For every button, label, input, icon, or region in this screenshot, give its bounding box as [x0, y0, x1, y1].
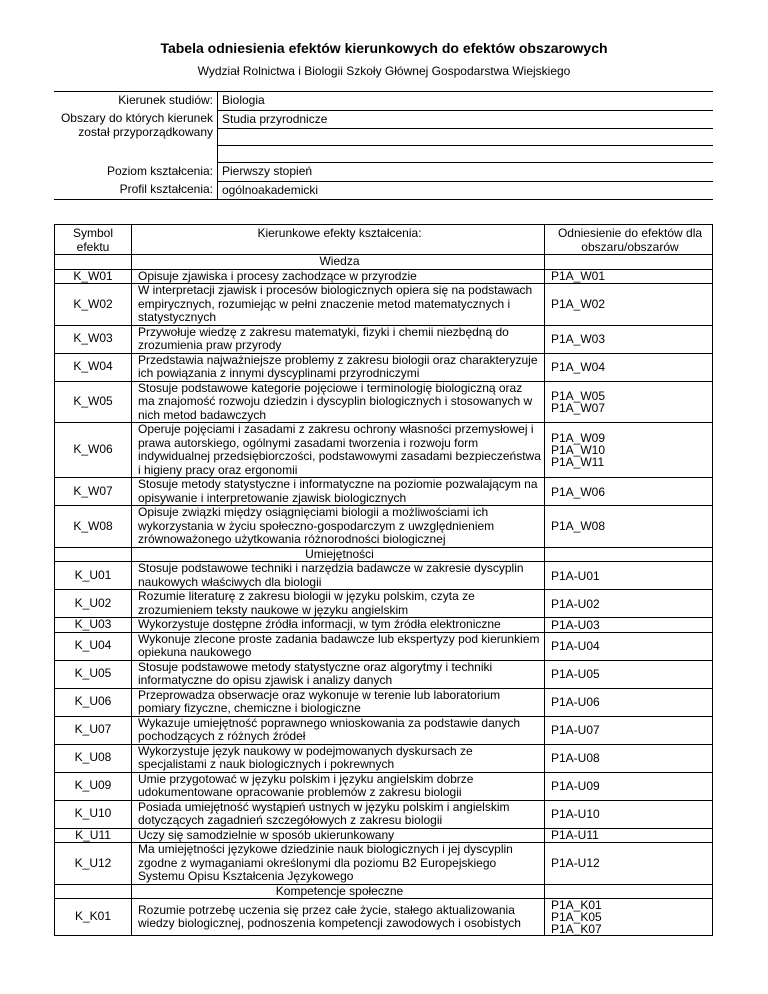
reference-code: P1A-U04: [551, 639, 600, 653]
effect-row: [55, 325, 713, 353]
effect-description: Przywołuje wiedzę z zakresu matematyki, fizyki i chemii niezbędną do zrozumienia praw przyrody: [132, 325, 545, 353]
reference-code: P1A_W03: [551, 332, 606, 346]
reference-code: P1A_W07: [551, 400, 606, 415]
effect-description: Rozumie potrzebę uczenia się przez całe życie, stałego aktualizowania wiedzy biologicznej, podnoszenia kompetencji zawodowych i osobistych: [132, 899, 545, 936]
reference-code: P1A_W06: [551, 484, 606, 499]
effect-row: [55, 772, 713, 800]
header-symbol: Symbol efektu: [55, 225, 132, 255]
reference-code: P1A-U12: [551, 856, 600, 871]
reference-code: P1A_K07: [551, 922, 602, 936]
effect-row: [55, 744, 713, 772]
effect-symbol: K_U05: [55, 660, 132, 688]
effect-symbol: K_W04: [55, 353, 132, 381]
reference-code: P1A-U03: [551, 617, 600, 632]
effect-symbol: K_U11: [55, 828, 132, 843]
effect-symbol: K_U01: [55, 562, 132, 590]
effect-reference: [545, 828, 713, 843]
effect-row: [55, 632, 713, 660]
effect-row: [55, 899, 713, 936]
effect-reference: [545, 744, 713, 772]
document-subtitle: Wydział Rolnictwa i Biologii Szkoły Głównej Gospodarstwa Wiejskiego: [197, 64, 571, 78]
reference-code: P1A-U08: [551, 751, 600, 765]
effect-row: [55, 618, 713, 633]
effect-row: [55, 353, 713, 381]
effect-reference: [545, 688, 713, 716]
effect-row: [55, 269, 713, 284]
effect-description: Wykonuje zlecone proste zadania badawcze lub ekspertyzy pod kierunkiem opiekuna naukowego: [132, 632, 545, 660]
effect-symbol: K_W01: [55, 269, 132, 284]
section-row: [55, 547, 713, 562]
reference-code: P1A-U01: [551, 568, 600, 583]
reference-code: P1A_W02: [551, 297, 606, 312]
effect-description: Stosuje podstawowe metody statystyczne oraz algorytmy i techniki informatyczne do opisu zjawisk i analizy danych: [132, 660, 545, 688]
reference-code: P1A_W11: [551, 455, 605, 469]
effect-description: Wykazuje umiejętność poprawnego wnioskowania za podstawie danych pochodzących z różnych źródeł: [132, 716, 545, 744]
section-symbol-empty: [55, 255, 132, 270]
effect-symbol: K_U02: [55, 590, 132, 618]
effect-reference: [545, 590, 713, 618]
effect-reference: [545, 353, 713, 381]
effect-row: [55, 423, 713, 478]
effect-symbol: K_U06: [55, 688, 132, 716]
effect-symbol: K_U09: [55, 772, 132, 800]
reference-code: P1A_W05: [551, 388, 606, 403]
reference-code: P1A_W04: [551, 360, 606, 374]
effect-description: Opisuje zjawiska i procesy zachodzące w przyrodzie: [132, 269, 545, 284]
header-effects: Kierunkowe efekty kształcenia:: [132, 225, 545, 255]
effect-row: [55, 478, 713, 506]
section-row: [55, 884, 713, 899]
effect-description: Uczy się samodzielnie w sposób ukierunkowany: [132, 828, 545, 843]
effect-description: Stosuje podstawowe kategorie pojęciowe i terminologię biologiczną oraz ma znajomość rozwoju dziedzin i dyscyplin biologicznych i stosowanych w nich metod badawczych: [132, 381, 545, 423]
effect-description: Wykorzystuje język naukowy w podejmowanych dyskursach ze specjalistami z nauk biologicznych i pokrewnych: [132, 744, 545, 772]
effect-reference: [545, 325, 713, 353]
effect-row: [55, 716, 713, 744]
reference-code: P1A-U11: [551, 828, 599, 843]
section-title: Wiedza: [132, 255, 545, 270]
reference-code: P1A_W10: [551, 443, 606, 457]
effect-reference: [545, 381, 713, 423]
effect-symbol: K_W05: [55, 381, 132, 423]
section-title: Kompetencje społeczne: [132, 884, 545, 899]
effect-symbol: K_U04: [55, 632, 132, 660]
effect-symbol: K_W03: [55, 325, 132, 353]
effect-reference: [545, 618, 713, 633]
effect-reference: [545, 800, 713, 828]
reference-code: P1A-U06: [551, 695, 600, 709]
section-ref-empty: [545, 884, 713, 899]
effect-symbol: K_U08: [55, 744, 132, 772]
effect-symbol: K_K01: [55, 899, 132, 936]
poziom-value: Pierwszy stopień: [218, 163, 714, 182]
effect-reference: [545, 716, 713, 744]
section-row: [55, 255, 713, 270]
effect-symbol: K_W06: [55, 423, 132, 478]
effect-description: Operuje pojęciami i zasadami z zakresu ochrony własności przemysłowej i prawa autorskiego, ogólnymi zasadami tworzenia i rozwoju form indywidualnej przedsiębiorczości, podstawowymi zasadami bezpieczeństwa i higieny pracy oraz ergonomii: [132, 423, 545, 478]
reference-code: P1A_W09: [551, 431, 606, 445]
effect-symbol: K_U03: [55, 618, 132, 633]
reference-code: P1A-U05: [551, 667, 600, 681]
effect-description: Wykorzystuje dostępne źródła informacji, w tym źródła elektroniczne: [132, 618, 545, 633]
effect-row: [55, 506, 713, 548]
effect-row: [55, 562, 713, 590]
document-title: Tabela odniesienia efektów kierunkowych do efektów obszarowych: [160, 40, 608, 56]
reference-code: P1A-U07: [551, 723, 600, 737]
effect-reference: [545, 632, 713, 660]
effect-reference: [545, 284, 713, 326]
section-ref-empty: [545, 255, 713, 270]
effect-description: W interpretacji zjawisk i procesów biologicznych opiera się na podstawach empirycznych, rozumiejąc w pełni znaczenie metod matematycznych i statystycznych: [132, 284, 545, 326]
effect-reference: [545, 899, 713, 936]
effect-reference: [545, 562, 713, 590]
poziom-label: Poziom kształcenia:: [54, 163, 218, 182]
effect-symbol: K_U12: [55, 843, 132, 885]
effect-symbol: K_U10: [55, 800, 132, 828]
effect-description: Ma umiejętności językowe dziedzinie nauk biologicznych i jej dyscyplin zgodne z wymaganiami określonymi dla poziomu B2 Europejskiego Systemu Opisu Kształcenia Językowego: [132, 843, 545, 885]
reference-code: P1A-U02: [551, 596, 600, 611]
kierunek-label: Kierunek studiów:: [54, 92, 218, 111]
reference-code: P1A-U09: [551, 779, 600, 793]
effect-reference: [545, 423, 713, 478]
program-info-table: [54, 91, 713, 200]
effect-description: Opisuje związki między osiągnięciami biologii a możliwościami ich wykorzystania w życiu społeczno-gospodarczym z uwzględnieniem zrównoważonego użytkowania różnorodności biologicznej: [132, 506, 545, 548]
obszary-value: Studia przyrodnicze: [218, 110, 714, 129]
obszary-label: Obszary do których kierunek został przyporządkowany: [54, 110, 218, 163]
effect-row: [55, 660, 713, 688]
profil-label: Profil kształcenia:: [54, 181, 218, 200]
effect-description: Stosuje metody statystyczne i informatyczne na poziomie pozwalającym na opisywanie i interpretowanie zjawisk biologicznych: [132, 478, 545, 506]
effects-table-header: [55, 225, 713, 255]
effect-description: Posiada umiejętność wystąpień ustnych w języku polskim i angielskim dotyczących zagadnień szczegółowych z zakresu biologii: [132, 800, 545, 828]
effect-description: Stosuje podstawowe techniki i narzędzia badawcze w zakresie dyscyplin naukowych właściwych dla biologii: [132, 562, 545, 590]
effect-description: Rozumie literaturę z zakresu biologii w języku polskim, czyta ze zrozumieniem teksty naukowe w języku angielskim: [132, 590, 545, 618]
effect-symbol: K_U07: [55, 716, 132, 744]
effect-symbol: K_W02: [55, 284, 132, 326]
reference-code: P1A_K01: [551, 898, 602, 912]
section-ref-empty: [545, 547, 713, 562]
effect-reference: [545, 772, 713, 800]
effect-symbol: K_W07: [55, 478, 132, 506]
section-title: Umiejętności: [132, 547, 545, 562]
reference-code: P1A_W08: [551, 519, 606, 534]
reference-code: P1A_W01: [551, 269, 606, 284]
effect-row: [55, 828, 713, 843]
reference-code: P1A-U10: [551, 807, 600, 821]
effect-row: [55, 590, 713, 618]
header-reference: Odniesienie do efektów dla obszaru/obszarów: [545, 225, 713, 255]
effect-description: Przeprowadza obserwacje oraz wykonuje w terenie lub laboratorium pomiary fizyczne, chemiczne i biologiczne: [132, 688, 545, 716]
effect-reference: [545, 269, 713, 284]
reference-code: P1A_K05: [551, 910, 602, 924]
effect-reference: [545, 660, 713, 688]
effect-row: [55, 688, 713, 716]
effect-reference: [545, 843, 713, 885]
section-symbol-empty: [55, 547, 132, 562]
effect-row: [55, 843, 713, 885]
effect-description: Umie przygotować w języku polskim i języku angielskim dobrze udokumentowane opracowanie problemów z zakresu biologii: [132, 772, 545, 800]
obszary-empty-2: [218, 146, 714, 163]
effect-row: [55, 381, 713, 423]
effect-description: Przedstawia najważniejsze problemy z zakresu biologii oraz charakteryzuje ich powiązania z innymi dyscyplinami przyrodniczymi: [132, 353, 545, 381]
effect-reference: [545, 478, 713, 506]
effect-symbol: K_W08: [55, 506, 132, 548]
effect-reference: [545, 506, 713, 548]
effect-row: [55, 284, 713, 326]
effect-row: [55, 800, 713, 828]
effects-table: [54, 224, 713, 936]
obszary-empty-1: [218, 129, 714, 146]
profil-value: ogólnoakademicki: [218, 181, 714, 200]
kierunek-value: Biologia: [218, 92, 714, 111]
section-symbol-empty: [55, 884, 132, 899]
